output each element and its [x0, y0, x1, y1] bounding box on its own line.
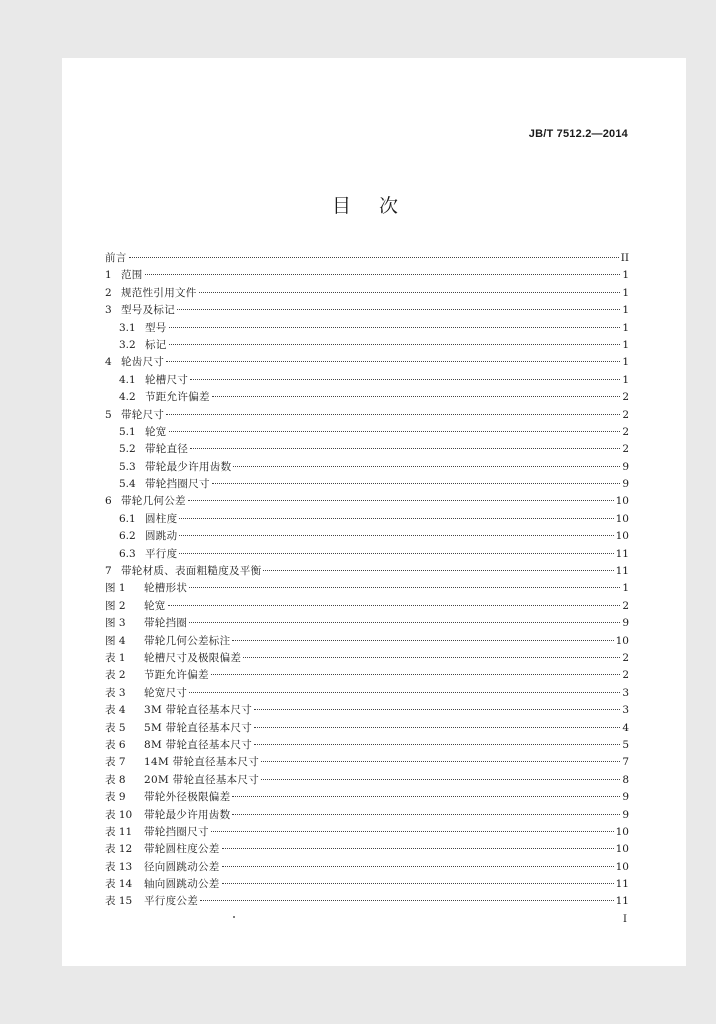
- toc-entry-number: 表 12: [105, 843, 133, 856]
- toc-entry-number: 图 4: [105, 634, 126, 647]
- toc-entry[interactable]: [105, 650, 629, 667]
- toc-entry[interactable]: [105, 598, 629, 615]
- toc-entry-title: 规范性引用文件: [121, 286, 197, 299]
- toc-entry-number: 1: [105, 269, 112, 282]
- toc-entry-title: 带轮最少许用齿数: [144, 808, 231, 821]
- toc-entry-number: 2: [105, 286, 112, 299]
- dot-leader: [233, 466, 620, 467]
- scan-speck: [233, 916, 235, 918]
- toc-entry-page: 1: [622, 373, 629, 386]
- toc-entry-page: 9: [622, 791, 629, 804]
- toc-entry-page: 5: [622, 738, 629, 751]
- toc-entry[interactable]: [105, 354, 629, 371]
- page-title: 目次: [332, 195, 427, 217]
- toc-entry[interactable]: [105, 424, 629, 441]
- toc-entry-page: 1: [622, 304, 629, 317]
- dot-leader: [200, 900, 614, 901]
- toc-entry-title: 3M 带轮直径基本尺寸: [144, 704, 253, 717]
- toc-entry[interactable]: [105, 407, 629, 424]
- dot-leader: [261, 779, 620, 780]
- toc-entry-page: 2: [622, 408, 629, 421]
- toc-entry-title: 标记: [145, 338, 167, 351]
- toc-entry-title: 轮槽尺寸及极限偏差: [144, 651, 242, 664]
- toc-entry[interactable]: [105, 615, 629, 632]
- toc-entry-number: 表 15: [105, 895, 133, 908]
- toc-entry-page: 7: [622, 756, 629, 769]
- toc-entry-title: 型号及标记: [121, 304, 175, 317]
- toc-entry-page: 2: [622, 443, 629, 456]
- toc-entry-page: II: [620, 252, 629, 264]
- toc-entry[interactable]: [105, 250, 629, 267]
- toc-entry-number: 6: [105, 495, 112, 508]
- toc-entry-title: 轮槽形状: [144, 582, 188, 595]
- toc-entry-page: 11: [615, 895, 629, 908]
- toc-entry-page: 2: [622, 669, 629, 682]
- toc-entry-number: 6.2: [119, 530, 136, 543]
- dot-leader: [254, 744, 620, 745]
- dot-leader: [254, 709, 620, 710]
- toc-entry-title: 5M 带轮直径基本尺寸: [144, 721, 253, 734]
- toc-entry-title: 轮宽: [144, 599, 166, 612]
- standard-number: JB/T 7512.2—2014: [528, 128, 628, 140]
- toc-entry-page: 1: [622, 269, 629, 282]
- toc-entry-title: 20M 带轮直径基本尺寸: [144, 773, 260, 786]
- toc-entry-page: 1: [622, 582, 629, 595]
- toc-entry-number: 表 2: [105, 669, 126, 682]
- document-page: [62, 58, 686, 966]
- toc-entry-title: 带轮挡圈尺寸: [144, 825, 209, 838]
- toc-entry-title: 带轮几何公差: [121, 495, 186, 508]
- toc-entry-number: 4.1: [119, 373, 136, 386]
- toc-entry-title: 14M 带轮直径基本尺寸: [144, 756, 260, 769]
- toc-entry-page: 9: [622, 808, 629, 821]
- toc-entry-page: 10: [615, 825, 629, 838]
- toc-entry-number: 6.3: [119, 547, 136, 560]
- dot-leader: [212, 483, 621, 484]
- dot-leader: [129, 257, 619, 258]
- dot-leader: [263, 570, 613, 571]
- toc-entry-number: 4: [105, 356, 112, 369]
- toc-entry-title: 带轮圆柱度公差: [144, 843, 220, 856]
- toc-entry[interactable]: [105, 389, 629, 406]
- toc-entry[interactable]: [105, 737, 629, 754]
- toc-entry-title: 8M 带轮直径基本尺寸: [144, 738, 253, 751]
- toc-entry-page: 9: [622, 478, 629, 491]
- dot-leader: [166, 414, 620, 415]
- toc-entry[interactable]: [105, 667, 629, 684]
- toc-entry-number: 5.4: [119, 478, 136, 491]
- toc-entry[interactable]: [105, 528, 629, 545]
- dot-leader: [169, 431, 621, 432]
- toc-entry[interactable]: [105, 772, 629, 789]
- toc-entry-number: 表 9: [105, 791, 126, 804]
- toc-entry[interactable]: [105, 754, 629, 771]
- toc-entry-number: 3: [105, 304, 112, 317]
- toc-entry-page: 3: [622, 704, 629, 717]
- toc-entry-number: 表 5: [105, 721, 126, 734]
- toc-entry[interactable]: [105, 824, 629, 841]
- dot-leader: [211, 674, 621, 675]
- toc-entry[interactable]: [105, 841, 629, 858]
- toc-entry-number: 表 7: [105, 756, 126, 769]
- toc-entry[interactable]: [105, 893, 629, 910]
- dot-leader: [232, 814, 620, 815]
- toc-entry-page: 1: [622, 286, 629, 299]
- toc-entry-title: 轮齿尺寸: [121, 356, 165, 369]
- toc-entry-number: 5.1: [119, 425, 136, 438]
- dot-leader: [199, 292, 621, 293]
- toc-entry-number: 表 10: [105, 808, 133, 821]
- toc-entry-number: 5.3: [119, 460, 136, 473]
- toc-entry-number: 表 8: [105, 773, 126, 786]
- toc-entry-title: 轮宽: [145, 425, 167, 438]
- dot-leader: [243, 657, 620, 658]
- dot-leader: [212, 396, 621, 397]
- toc-entry[interactable]: [105, 267, 629, 284]
- toc-entry-number: 6.1: [119, 512, 136, 525]
- dot-leader: [222, 866, 614, 867]
- dot-leader: [190, 448, 620, 449]
- toc-entry-number: 表 1: [105, 651, 126, 664]
- toc-entry-number: 图 3: [105, 617, 126, 630]
- toc-entry-page: 1: [622, 356, 629, 369]
- toc-entry[interactable]: [105, 285, 629, 302]
- toc-entry[interactable]: [105, 459, 629, 476]
- toc-entry-title: 平行度: [145, 547, 178, 560]
- toc-entry-number: 表 11: [105, 825, 133, 838]
- toc-entry-title: 圆柱度: [145, 512, 178, 525]
- toc-entry-page: 1: [622, 338, 629, 351]
- toc-entry[interactable]: [105, 876, 629, 893]
- toc-entry-page: 2: [622, 651, 629, 664]
- toc-entry-page: 10: [615, 530, 629, 543]
- toc-entry-title: 轮宽尺寸: [144, 686, 188, 699]
- dot-leader: [179, 535, 613, 536]
- toc-entry[interactable]: [105, 720, 629, 737]
- toc-entry-title: 节距允许偏差: [145, 391, 210, 404]
- toc-entry-number: 7: [105, 565, 112, 578]
- toc-entry-number: 表 6: [105, 738, 126, 751]
- dot-leader: [179, 518, 613, 519]
- toc-entry-title: 带轮材质、表面粗糙度及平衡: [121, 565, 262, 578]
- toc-entry-title: 前言: [105, 252, 127, 264]
- toc-entry-title: 轮槽尺寸: [145, 373, 189, 386]
- toc-entry-title: 带轮挡圈尺寸: [145, 478, 210, 491]
- dot-leader: [189, 587, 620, 588]
- dot-leader: [168, 605, 621, 606]
- dot-leader: [179, 553, 613, 554]
- toc-entry-title: 轴向圆跳动公差: [144, 878, 220, 891]
- dot-leader: [177, 309, 620, 310]
- toc-entry-title: 范围: [121, 269, 143, 282]
- toc-entry-page: 2: [622, 425, 629, 438]
- toc-entry-number: 表 3: [105, 686, 126, 699]
- dot-leader: [145, 274, 621, 275]
- toc-entry-title: 带轮几何公差标注: [144, 634, 231, 647]
- toc-entry-number: 3.1: [119, 321, 136, 334]
- toc-entry-page: 10: [615, 512, 629, 525]
- toc-entry-page: 9: [622, 460, 629, 473]
- toc-entry[interactable]: [105, 337, 629, 354]
- toc-entry-page: 9: [622, 617, 629, 630]
- toc-entry-title: 径向圆跳动公差: [144, 860, 220, 873]
- dot-leader: [188, 500, 614, 501]
- dot-leader: [222, 883, 614, 884]
- toc-entry-page: 8: [622, 773, 629, 786]
- toc-entry-page: 10: [615, 860, 629, 873]
- toc-entry-page: 2: [622, 599, 629, 612]
- toc-entry-page: 4: [622, 721, 629, 734]
- toc-entry-page: 3: [622, 686, 629, 699]
- dot-leader: [166, 361, 620, 362]
- dot-leader: [169, 344, 621, 345]
- toc-entry[interactable]: [105, 511, 629, 528]
- toc-entry[interactable]: [105, 320, 629, 337]
- toc-entry[interactable]: [105, 476, 629, 493]
- toc-entry-number: 表 4: [105, 704, 126, 717]
- toc-entry[interactable]: [105, 685, 629, 702]
- dot-leader: [189, 622, 620, 623]
- toc-entry[interactable]: [105, 563, 629, 580]
- toc-entry[interactable]: [105, 441, 629, 458]
- toc-entry[interactable]: [105, 859, 629, 876]
- toc-entry-number: 5.2: [119, 443, 136, 456]
- toc-entry-title: 带轮直径: [145, 443, 189, 456]
- dot-leader: [261, 761, 620, 762]
- toc-entry-page: 2: [622, 391, 629, 404]
- toc-entry-number: 表 13: [105, 860, 133, 873]
- toc-entry-title: 带轮外径极限偏差: [144, 791, 231, 804]
- dot-leader: [190, 379, 620, 380]
- toc-entry-page: 1: [622, 321, 629, 334]
- toc-entry-number: 4.2: [119, 391, 136, 404]
- dot-leader: [222, 848, 614, 849]
- toc-entry-page: 10: [615, 495, 629, 508]
- toc-entry-title: 平行度公差: [144, 895, 198, 908]
- toc-entry-number: 5: [105, 408, 112, 421]
- toc-entry-number: 3.2: [119, 338, 136, 351]
- dot-leader: [254, 727, 620, 728]
- toc-entry[interactable]: [105, 807, 629, 824]
- toc-entry-page: 11: [615, 878, 629, 891]
- toc-entry[interactable]: [105, 372, 629, 389]
- page-number: I: [623, 914, 627, 925]
- toc-entry-number: 图 1: [105, 582, 126, 595]
- toc-entry[interactable]: [105, 633, 629, 650]
- toc-entry[interactable]: [105, 493, 629, 510]
- toc-entry-title: 型号: [145, 321, 167, 334]
- toc-entry[interactable]: [105, 789, 629, 806]
- table-of-contents: [105, 250, 629, 911]
- toc-entry[interactable]: [105, 702, 629, 719]
- dot-leader: [169, 327, 621, 328]
- toc-entry-title: 带轮尺寸: [121, 408, 165, 421]
- dot-leader: [232, 796, 620, 797]
- toc-entry-title: 带轮挡圈: [144, 617, 188, 630]
- toc-entry-title: 带轮最少许用齿数: [145, 460, 232, 473]
- toc-entry-title: 节距允许偏差: [144, 669, 209, 682]
- toc-entry-page: 10: [615, 843, 629, 856]
- toc-entry-title: 圆跳动: [145, 530, 178, 543]
- dot-leader: [211, 831, 614, 832]
- toc-entry-page: 11: [615, 565, 629, 578]
- toc-entry-page: 10: [615, 634, 629, 647]
- toc-entry[interactable]: [105, 302, 629, 319]
- toc-entry[interactable]: [105, 580, 629, 597]
- toc-entry[interactable]: [105, 546, 629, 563]
- toc-entry-number: 图 2: [105, 599, 126, 612]
- toc-entry-number: 表 14: [105, 878, 133, 891]
- dot-leader: [232, 640, 613, 641]
- dot-leader: [189, 692, 620, 693]
- toc-entry-page: 11: [615, 547, 629, 560]
